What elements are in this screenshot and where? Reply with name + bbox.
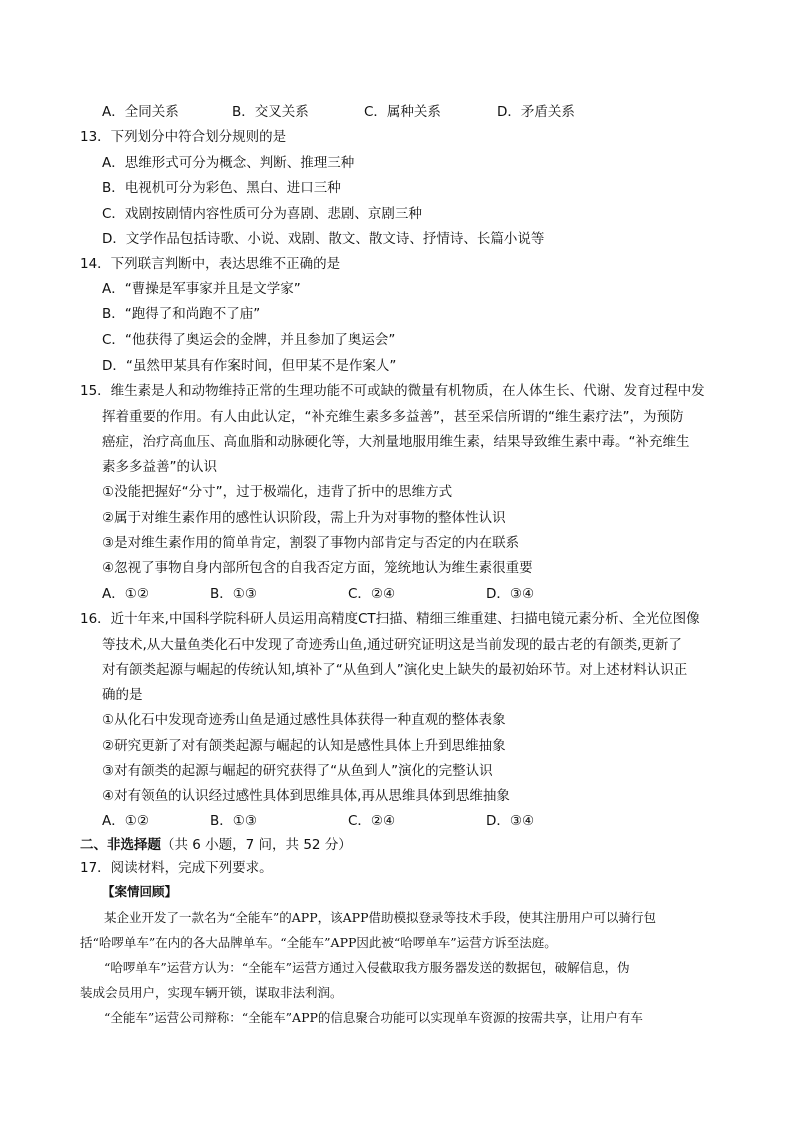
q15-item: ①没能把握好“分寸”，过于极端化，违背了折中的思维方式 (102, 484, 453, 500)
q16-stem-line: 16．近十年来,中国科学院科研人员运用高精度CT扫描、精细三维重建、扫描电镜元素分析、全光位图像 (80, 611, 700, 627)
q17-paragraph-line: “全能车”运营公司辩称：“全能车”APP的信息聚合功能可以实现单车资源的按需共享，让用户有车 (104, 1010, 643, 1025)
q17-case-title: 【案情回顾】 (102, 884, 178, 899)
q13-stem: 13．下列划分中符合划分规则的是 (80, 129, 287, 145)
q12-option-d: D．矛盾关系 (497, 104, 575, 120)
q14-option-a: A．“曹操是军事家并且是文学家” (102, 281, 301, 297)
q16-stem-line: 等技术,从大量鱼类化石中发现了奇迹秀山鱼,通过研究证明这是当前发现的最古老的有颌类,更新了 (102, 637, 682, 653)
q16-item: ②研究更新了对有颌类起源与崛起的认知是感性具体上升到思维抽象 (102, 738, 506, 754)
q13-option-a: A．思维形式可分为概念、判断、推理三种 (102, 155, 355, 171)
q13-option-d: D．文学作品包括诗歌、小说、戏剧、散文、散文诗、抒情诗、长篇小说等 (102, 231, 545, 247)
q14-option-b: B．“跑得了和尚跑不了庙” (102, 306, 261, 322)
q17-paragraph-line: “哈啰单车”运营方认为：“全能车”运营方通过入侵截取我方服务器发送的数据包，破解信息，伪 (104, 960, 630, 975)
q16-item: ③对有颌类的起源与崛起的研究获得了“从鱼到人”演化的完整认识 (102, 763, 493, 779)
q16-option-c: C．②④ (348, 813, 396, 829)
q15-option-a: A．①② (102, 586, 149, 602)
q16-stem-line: 确的是 (102, 687, 143, 703)
q16-option-a: A．①② (102, 813, 149, 829)
q16-stem-line: 对有颌类起源与崛起的传统认知,填补了“从鱼到人”演化史上缺失的最初始环节。对上述材料认识正 (102, 662, 688, 678)
q15-stem-line: 挥着重要的作用。有人由此认定，“补充维生素多多益善”，甚至采信所谓的“维生素疗法”，为预防 (102, 409, 684, 425)
q14-stem: 14．下列联言判断中，表达思维不正确的是 (80, 256, 341, 272)
section-title: 二、非选择题 (80, 837, 161, 853)
q12-option-a: A．全同关系 (102, 104, 179, 120)
q12-option-c: C．属种关系 (364, 104, 441, 120)
q14-option-c: C．“他获得了奥运会的金牌，并且参加了奥运会” (102, 332, 396, 348)
q16-option-b: B．①③ (210, 813, 257, 829)
q15-stem-line: 素多多益善”的认识 (102, 459, 217, 475)
q17-paragraph-line: 括“哈啰单车”在内的各大品牌单车。“全能车”APP因此被“哈啰单车”运营方诉至法庭。 (80, 935, 557, 950)
q15-option-b: B．①③ (210, 586, 257, 602)
q15-stem-line: 15．维生素是人和动物维持正常的生理功能不可或缺的微量有机物质，在人体生长、代谢、发育过程中发 (80, 383, 705, 399)
q15-option-d: D．③④ (486, 586, 535, 602)
q15-item: ③是对维生素作用的简单肯定，割裂了事物内部肯定与否定的内在联系 (102, 535, 520, 551)
q14-option-d: D．“虽然甲某具有作案时间，但甲某不是作案人” (102, 358, 397, 374)
q12-option-b: B．交叉关系 (232, 104, 309, 120)
q17-paragraph-line: 某企业开发了一款名为“全能车”的APP，该APP借助模拟登录等技术手段，使其注册用户可以骑行包 (104, 910, 656, 925)
q15-option-c: C．②④ (348, 586, 396, 602)
q15-stem-line: 癌症，治疗高血压、高血脂和动脉硬化等，大剂量地服用维生素，结果导致维生素中毒。“补充维生 (102, 434, 690, 450)
q15-item: ②属于对维生素作用的感性认识阶段，需上升为对事物的整体性认识 (102, 510, 506, 526)
section-heading (80, 836, 352, 854)
q16-item: ④对有领鱼的认识经过感性具体到思维具体,再从思维具体到思维抽象 (102, 788, 510, 804)
q17-stem: 17．阅读材料，完成下列要求。 (80, 860, 273, 876)
section-note: （共 6 小题，7 问，共 52 分） (161, 837, 352, 853)
q13-option-b: B．电视机可分为彩色、黑白、进口三种 (102, 180, 341, 196)
q13-option-c: C．戏剧按剧情内容性质可分为喜剧、悲剧、京剧三种 (102, 206, 422, 222)
q17-paragraph-line: 装成会员用户，实现车辆开锁，谋取非法利润。 (80, 985, 343, 1000)
q16-option-d: D．③④ (486, 813, 535, 829)
q16-item: ①从化石中发现奇迹秀山鱼是通过感性具体获得一种直观的整体表象 (102, 712, 506, 728)
q15-item: ④忽视了事物自身内部所包含的自我否定方面，笼统地认为维生素很重要 (102, 560, 533, 576)
